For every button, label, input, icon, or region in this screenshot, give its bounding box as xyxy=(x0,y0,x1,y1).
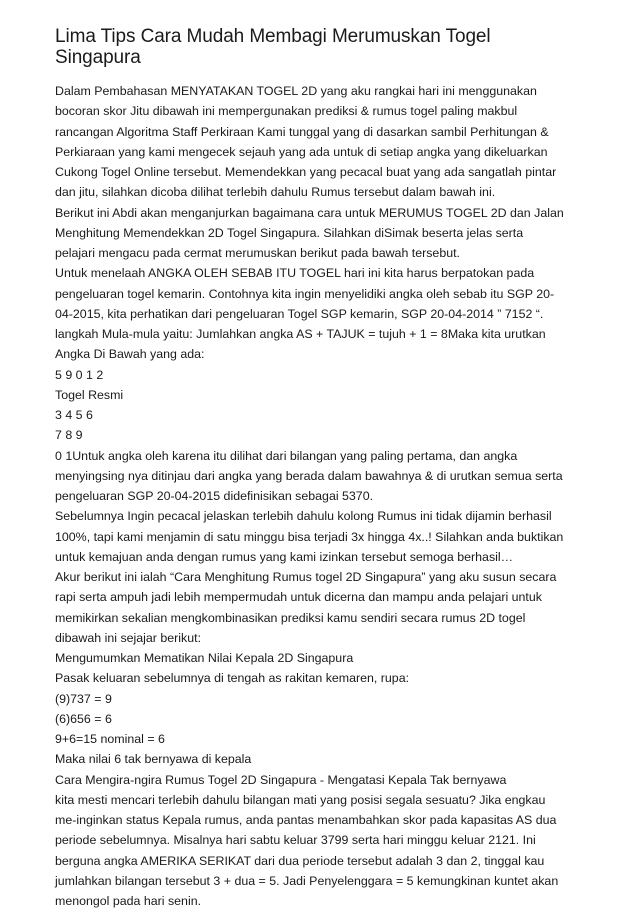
text-line: Cara Mengira-ngira Rumus Togel 2D Singapura - Mengatasi Kepala Tak bernyawa xyxy=(55,772,507,787)
text-line: menyingsing nya ditinjau dari angka yang berada dalam bawahnya & di urutkan semua serta xyxy=(55,468,563,483)
text-line: (6)656 = 6 xyxy=(55,711,112,726)
text-line: (9)737 = 9 xyxy=(55,691,112,706)
text-line: 9+6=15 nominal = 6 xyxy=(55,732,165,746)
text-line: rapi serta ampuh jadi lebih mempermudah untuk dicerna dan mampu anda pelajari untuk xyxy=(55,590,542,605)
text-line: bocoran skor Jitu dibawah ini mempergunakan prediksi & rumus togel paling makbul xyxy=(55,104,518,119)
text-line: 3 4 5 6 xyxy=(55,408,93,422)
text-line: 0 1Untuk angka oleh karena itu dilihat dari bilangan yang paling pertama, dan angka xyxy=(55,448,518,463)
text-line: jumlahkan bilangan tersebut 3 + dua = 5. Jadi Penyelenggara = 5 kemungkinan kuntet akan xyxy=(55,873,559,888)
text-line: rancangan Algoritma Staff Perkiraan Kami tunggal yang di dasarkan sambil Perhitungan & xyxy=(55,124,549,139)
text-line: 5 9 0 1 2 xyxy=(55,367,104,382)
text-line: periode sebelumnya. Misalnya hari sabtu keluar 3799 serta hari minggu keluar 2121. Ini xyxy=(55,833,536,848)
text-line: dibawah ini sejajar berikut: xyxy=(55,630,202,645)
text-line: Pasak keluaran sebelumnya di tengah as rakitan kemaren, rupa: xyxy=(55,671,410,686)
text-line: Sebelumnya Ingin pecacal jelaskan terlebih dahulu kolong Rumus ini tidak dijamin berhasil xyxy=(55,509,552,524)
text-line: Berikut ini Abdi akan menganjurkan bagaimana cara untuk MERUMUS TOGEL 2D dan Jalan xyxy=(55,205,564,220)
text-line: pengeluaran togel kemarin. Contohnya kita ingin menyelidiki angka oleh sebab itu SGP 20- xyxy=(55,286,555,301)
text-line: menongol pada hari senin. xyxy=(55,894,202,908)
text-line: Akur berikut ini ialah “Cara Menghitung Rumus togel 2D Singapura” yang aku susun secara xyxy=(55,570,557,584)
text-line: 7 8 9 xyxy=(55,428,83,443)
title-line: Lima Tips Cara Mudah Membagi Merumuskan Togel xyxy=(55,26,491,47)
text-line: Menghitung Memendekkan 2D Togel Singapura. Silahkan diSimak beserta jelas serta xyxy=(55,225,524,240)
text-line: kita mesti mencari terlebih dahulu bilangan mati yang posisi segala sesuatu? Jika engkau xyxy=(55,792,546,807)
text-line: berguna angka AMERIKA SERIKAT dari dua periode tersebut adalah 3 dan 2, tinggal kau xyxy=(55,853,545,868)
text-line: Untuk menelaah ANGKA OLEH SEBAB ITU TOGEL hari ini kita harus berpatokan pada xyxy=(55,266,535,281)
text-line: Togel Resmi xyxy=(55,387,124,402)
document-body xyxy=(55,81,595,911)
text-line: Dalam Pembahasan MENYATAKAN TOGEL 2D yang aku rangkai hari ini menggunakan xyxy=(55,84,537,98)
text-line: Cukong Togel Online tersebut. Memendekkan yang pecacal buat yang ada sangatlah pintar xyxy=(55,165,557,179)
text-line: Maka nilai 6 tak bernyawa di kepala xyxy=(55,752,252,767)
text-line: me-inginkan status Kepala rumus, anda pantas menambahkan skor pada kapasitas AS dua xyxy=(55,813,557,827)
text-line: langkah Mula-mula yaitu: Jumlahkan angka AS + TAJUK = tujuh + 1 = 8Maka kita urutkan xyxy=(55,327,546,341)
text-line: pengeluaran SGP 20-04-2015 didefinisikan sebagai 5370. xyxy=(55,489,374,503)
text-line: memikirkan sekalian mengkombinasikan prediksi kamu sendiri secara rumus 2D togel xyxy=(55,610,526,625)
text-line: 100%, tapi kami menjamin di satu minggu bisa terjadi 3x hingga 4x..! Silahkan anda buktikan xyxy=(55,529,564,544)
text-line: dan jitu, silahkan dicoba dilihat terlebih dahulu Rumus tersebut dalam bawah ini. xyxy=(55,185,496,200)
document-title xyxy=(55,26,595,68)
title-line: Singapura xyxy=(55,47,141,68)
text-line: pelajari mengacu pada cermat merumuskan berikut pada bawah tersebut. xyxy=(55,246,460,260)
document-page xyxy=(55,26,595,911)
text-line: untuk kemajuan anda dengan rumus yang kami izinkan tersebut semoga berhasil… xyxy=(55,549,514,564)
text-line: 04-2015, kita perhatikan dari pengeluaran Togel SGP kemarin, SGP 20-04-2014 ” 7152 “. xyxy=(55,306,544,321)
text-line: Perkiaraan yang kami mengecek sejauh yang ada untuk di setiap angka yang dikeluarkan xyxy=(55,144,548,159)
text-line: Mengumumkan Mematikan Nilai Kepala 2D Singapura xyxy=(55,651,354,665)
text-line: Angka Di Bawah yang ada: xyxy=(55,347,205,362)
